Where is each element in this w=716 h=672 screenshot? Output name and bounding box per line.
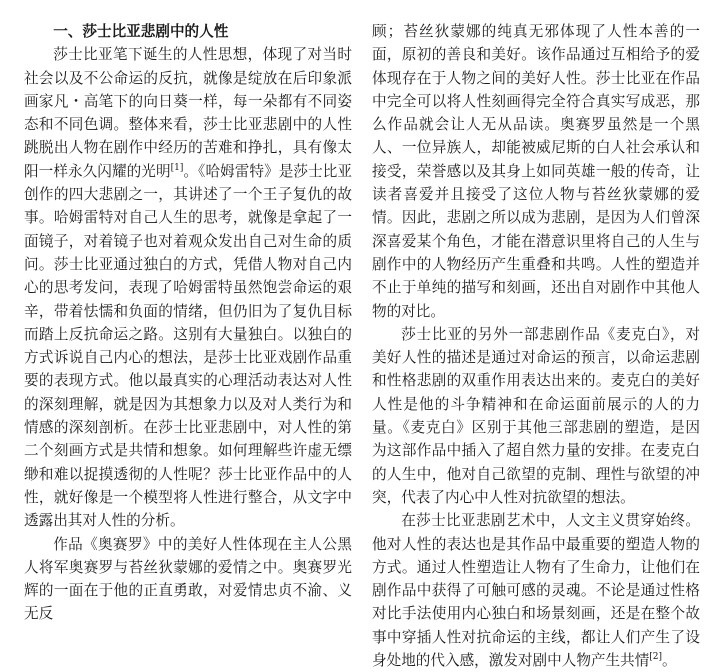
citation-ref: [1] [170,162,184,173]
paragraph [24,43,352,532]
paragraph: 作品《奥赛罗》中的美好人性体现在主人公黑人将军奥赛罗与苔丝狄蒙娜的爱情之中。奥赛罗光辉的一面在于他的正直勇敢，对爱情忠贞不渝、义无反 [24,535,352,623]
left-column [24,20,352,623]
paragraph [372,509,700,672]
citation-ref: [2] [649,652,663,663]
right-column [372,20,700,670]
paragraph-text: 。《哈姆雷特》是莎士比亚创作的四大悲剧之一，其讲述了一个王子复仇的故事。哈姆雷特对自己人生的思考，就像是拿起了一面镜子，对着镜子也对着观众发出自己对生命的质问。莎士比亚通过独白的方式，凭借人物对自己内心的思考发问，表现了哈姆雷特虽然饱尝命运的艰辛，带着怯懦和负面的情绪，但仍旧为了复仇目标而踏上反抗命运之路。这别有大量独白。以独白的方式诉说自己内心的想法，是莎士比亚戏剧作品重要的表现方式。他以最真实的心理活动表达对人性的深刻理解，就是因为其想象力以及对人类行为和情感的深刻剖析。在莎士比亚悲剧中，对人性的第二个刻画方式是共情和想象。如何理解些许虚无缥缈和难以捉摸透彻的人性呢？莎士比亚作品中的人性，就好像是一个模型将人性进行整合，从文字中透露出其对人性的分析。 [24,162,352,530]
paragraph-text: 在莎士比亚悲剧艺术中，人文主义贯穿始终。他对人性的表达也是其作品中最重要的塑造人物的方式。通过人性塑造让人物有了生命力，让他们在剧作品中获得了可触可感的灵魂。不论是通过性格对比手法使用内心独白和场景刻画，还是在整个故事中穿插人性对抗命运的主线，都让人们产生了设身处地的代入感，激发对剧中人物产生共情 [372,512,700,670]
paragraph-continued: 顾；苔丝狄蒙娜的纯真无邪体现了人性本善的一面，原初的善良和美好。该作品通过互相给予的爱体现存在于人物之间的美好人性。莎士比亚在作品中完全可以将人性刻画得完全符合真实写成恶，那么作品就会让人无从品读。奥赛罗虽然是一个黑人、一位异族人，却能被威尼斯的白人社会承认和接受，荣誉感以及其身上如同英雄一般的传奇，让读者喜爱并且接受了这位人物与苔丝狄蒙娜的爱情。因此，悲剧之所以成为悲剧，是因为人们曾深深喜爱某个角色，才能在潜意识里将自己的人生与剧作中的人物经历产生重叠和共鸣。人性的塑造并不止于单纯的描写和刻画，还出自对剧作中其他人物的对比。 [372,23,700,320]
paragraph-text: 莎士比亚笔下诞生的人性思想，体现了对当时社会以及不公命运的反抗，就像是绽放在后印象派画家凡・高笔下的向日葵一样，每一朵都有不同姿态和不同色调。整体来看，莎士比亚悲剧中的人性跳脱出人物在剧作中经历的苦难和挣扎，具有像太阳一样永久闪耀的光明 [24,46,352,180]
paragraph: 莎士比亚的另外一部悲剧作品《麦克白》，对美好人性的描述是通过对命运的预言，以命运悲剧和性格悲剧的双重作用表达出来的。麦克白的美好人性是他的斗争精神和在命运面前展示的人的力量。《麦克白》区别于其他三部悲剧的塑造，是因为这部作品中插入了超自然力量的安排。在麦克白的人生中，他对自己欲望的克制、理性与欲望的冲突，代表了内心中人性对抗欲望的想法。 [372,325,700,506]
paragraph-text: 。 [662,652,677,670]
section-heading: 一、莎士比亚悲剧中的人性 [53,23,229,40]
